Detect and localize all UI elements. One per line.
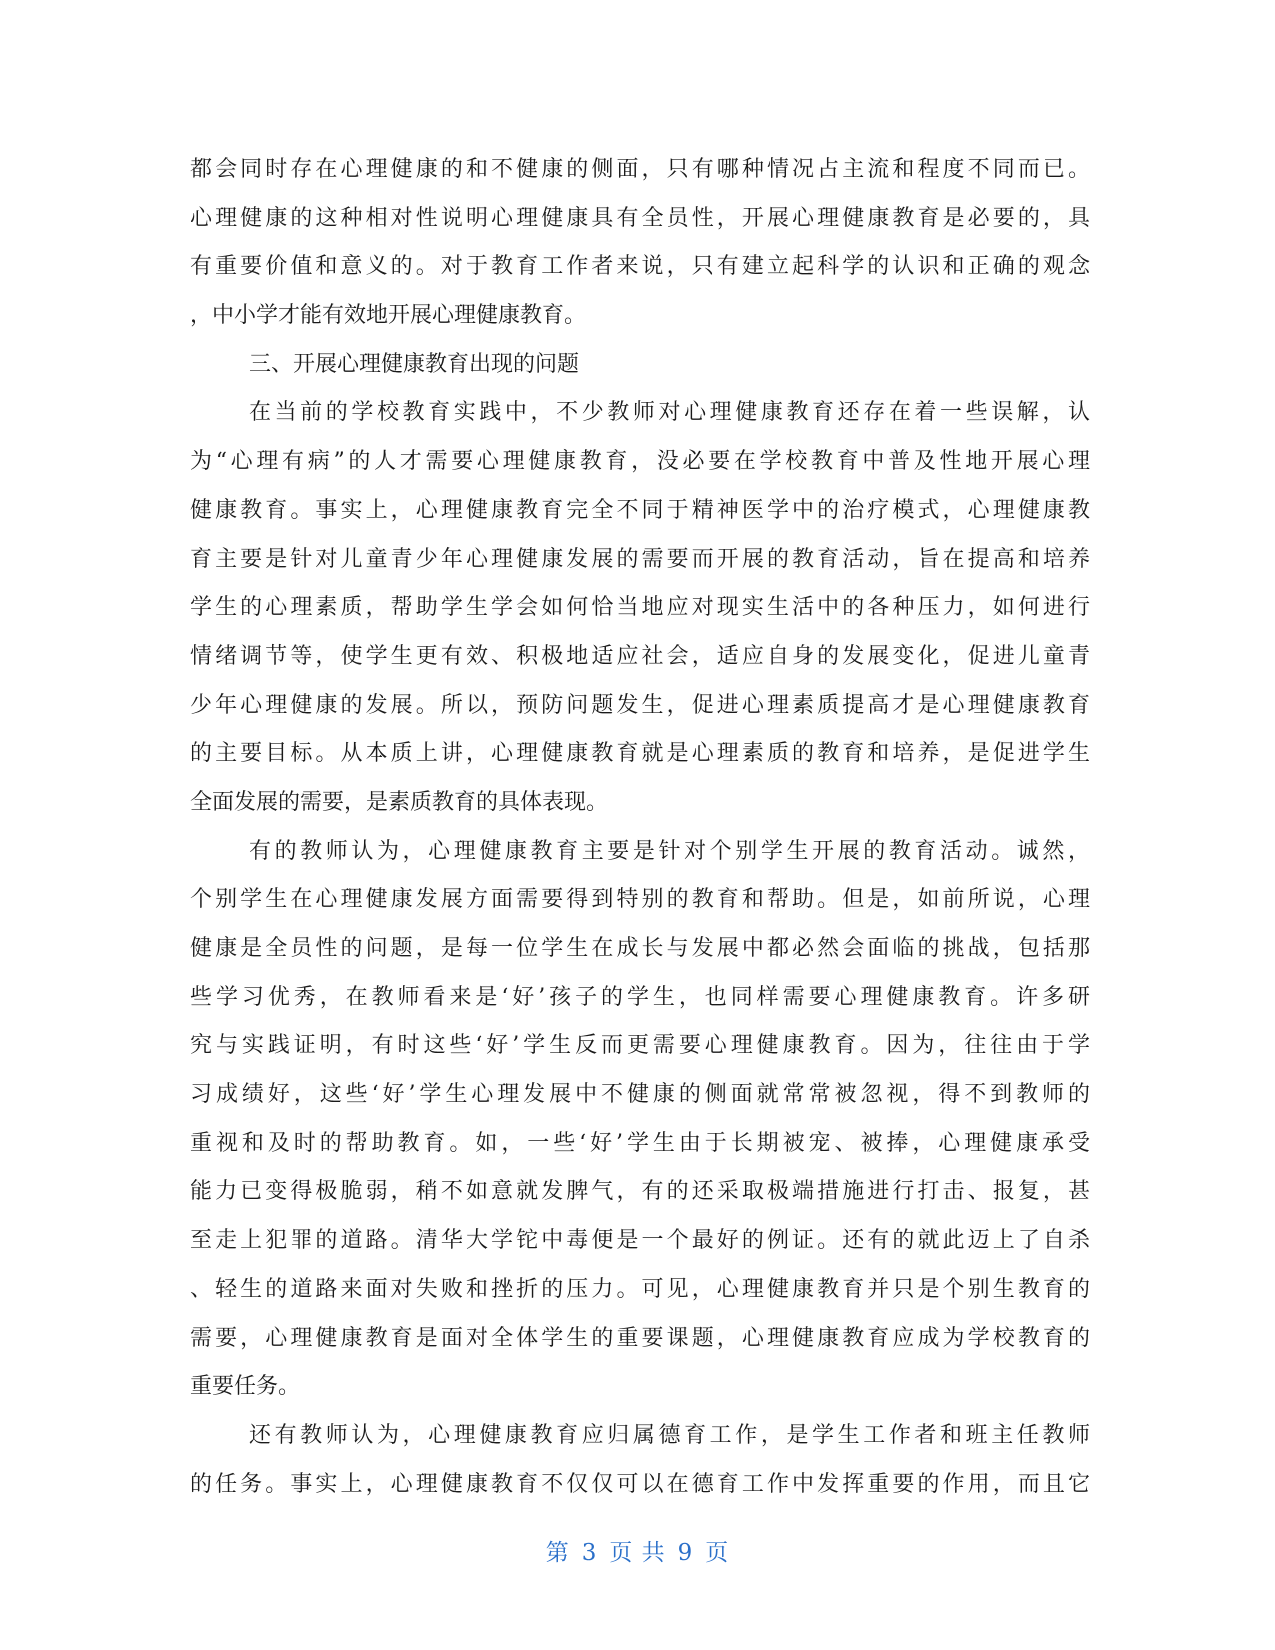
- text-line: 全面发展的需要，是素质教育的具体表现。: [190, 789, 609, 815]
- footer-page-number: 3: [581, 1540, 598, 1566]
- text-line: 育主要是针对儿童青少年心理健康发展的需要而开展的教育活动，旨在提高和培养: [190, 546, 1090, 572]
- text-line: 需要，心理健康教育是面对全体学生的重要课题，心理健康教育应成为学校教育的: [190, 1325, 1090, 1351]
- footer-prefix: 第: [545, 1540, 570, 1566]
- text-line: 的任务。事实上，心理健康教育不仅仅可以在德育工作中发挥重要的作用，而且它: [190, 1471, 1090, 1497]
- paragraph-4: [190, 1412, 1090, 1509]
- section-heading: [190, 341, 1090, 390]
- heading-text: 三、开展心理健康教育出现的问题: [249, 351, 580, 377]
- text-line: 能力已变得极脆弱，稍不如意就发脾气，有的还采取极端措施进行打击、报复，甚: [190, 1179, 1090, 1205]
- text-line: 情绪调节等，使学生更有效、积极地适应社会，适应自身的发展变化，促进儿童青: [190, 643, 1090, 669]
- text-line: 重要任务。: [190, 1374, 301, 1400]
- text-line: 重视和及时的帮助教育。如，一些‘好’学生由于长期被宠、被捧，心理健康承受: [190, 1130, 1090, 1156]
- text-line: 至走上犯罪的道路。清华大学铊中毒便是一个最好的例证。还有的就此迈上了自杀: [190, 1228, 1090, 1254]
- text-line: 究与实践证明，有时这些‘好’学生反而更需要心理健康教育。因为，往往由于学: [190, 1033, 1090, 1059]
- text-line: 习成绩好，这些‘好’学生心理发展中不健康的侧面就常常被忽视，得不到教师的: [190, 1082, 1090, 1108]
- page-footer: [0, 1534, 1275, 1567]
- text-line: 少年心理健康的发展。所以，预防问题发生，促进心理素质提高才是心理健康教育: [190, 692, 1090, 718]
- paragraph-3: [190, 828, 1090, 1412]
- text-line: 为“心理有病”的人才需要心理健康教育，没必要在学校教育中普及性地开展心理: [190, 449, 1090, 475]
- paragraph-2: [190, 389, 1090, 827]
- text-line: 都会同时存在心理健康的和不健康的侧面，只有哪种情况占主流和程度不同而已。: [190, 157, 1090, 182]
- text-line: 有的教师认为，心理健康教育主要是针对个别学生开展的教育活动。诚然，: [249, 838, 1090, 864]
- text-line: 在当前的学校教育实践中，不少教师对心理健康教育还存在着一些误解，认: [249, 400, 1090, 426]
- text-line: 学生的心理素质，帮助学生学会如何恰当地应对现实生活中的各种压力，如何进行: [190, 595, 1090, 621]
- text-line: 心理健康的这种相对性说明心理健康具有全员性，开展心理健康教育是必要的，具: [190, 205, 1090, 231]
- footer-suffix: 页: [705, 1540, 730, 1566]
- text-line: ，中小学才能有效地开展心理健康教育。: [190, 303, 587, 329]
- document-body: [190, 146, 1090, 1509]
- text-line: 些学习优秀，在教师看来是‘好’孩子的学生，也同样需要心理健康教育。许多研: [190, 984, 1090, 1010]
- footer-middle: 页 共: [609, 1540, 666, 1566]
- footer-total-pages: 9: [677, 1540, 694, 1566]
- text-line: 健康教育。事实上，心理健康教育完全不同于精神医学中的治疗模式，心理健康教: [190, 497, 1090, 523]
- paragraph-1: [190, 146, 1090, 341]
- text-line: 还有教师认为，心理健康教育应归属德育工作，是学生工作者和班主任教师: [249, 1422, 1090, 1448]
- text-line: 健康是全员性的问题，是每一位学生在成长与发展中都必然会面临的挑战，包括那: [190, 936, 1090, 961]
- text-line: 的主要目标。从本质上讲，心理健康教育就是心理素质的教育和培养，是促进学生: [190, 741, 1090, 767]
- text-line: 有重要价值和意义的。对于教育工作者来说，只有建立起科学的认识和正确的观念: [190, 254, 1090, 280]
- text-line: 个别学生在心理健康发展方面需要得到特别的教育和帮助。但是，如前所说，心理: [190, 887, 1090, 913]
- text-line: 、轻生的道路来面对失败和挫折的压力。可见，心理健康教育并只是个别生教育的: [190, 1276, 1090, 1302]
